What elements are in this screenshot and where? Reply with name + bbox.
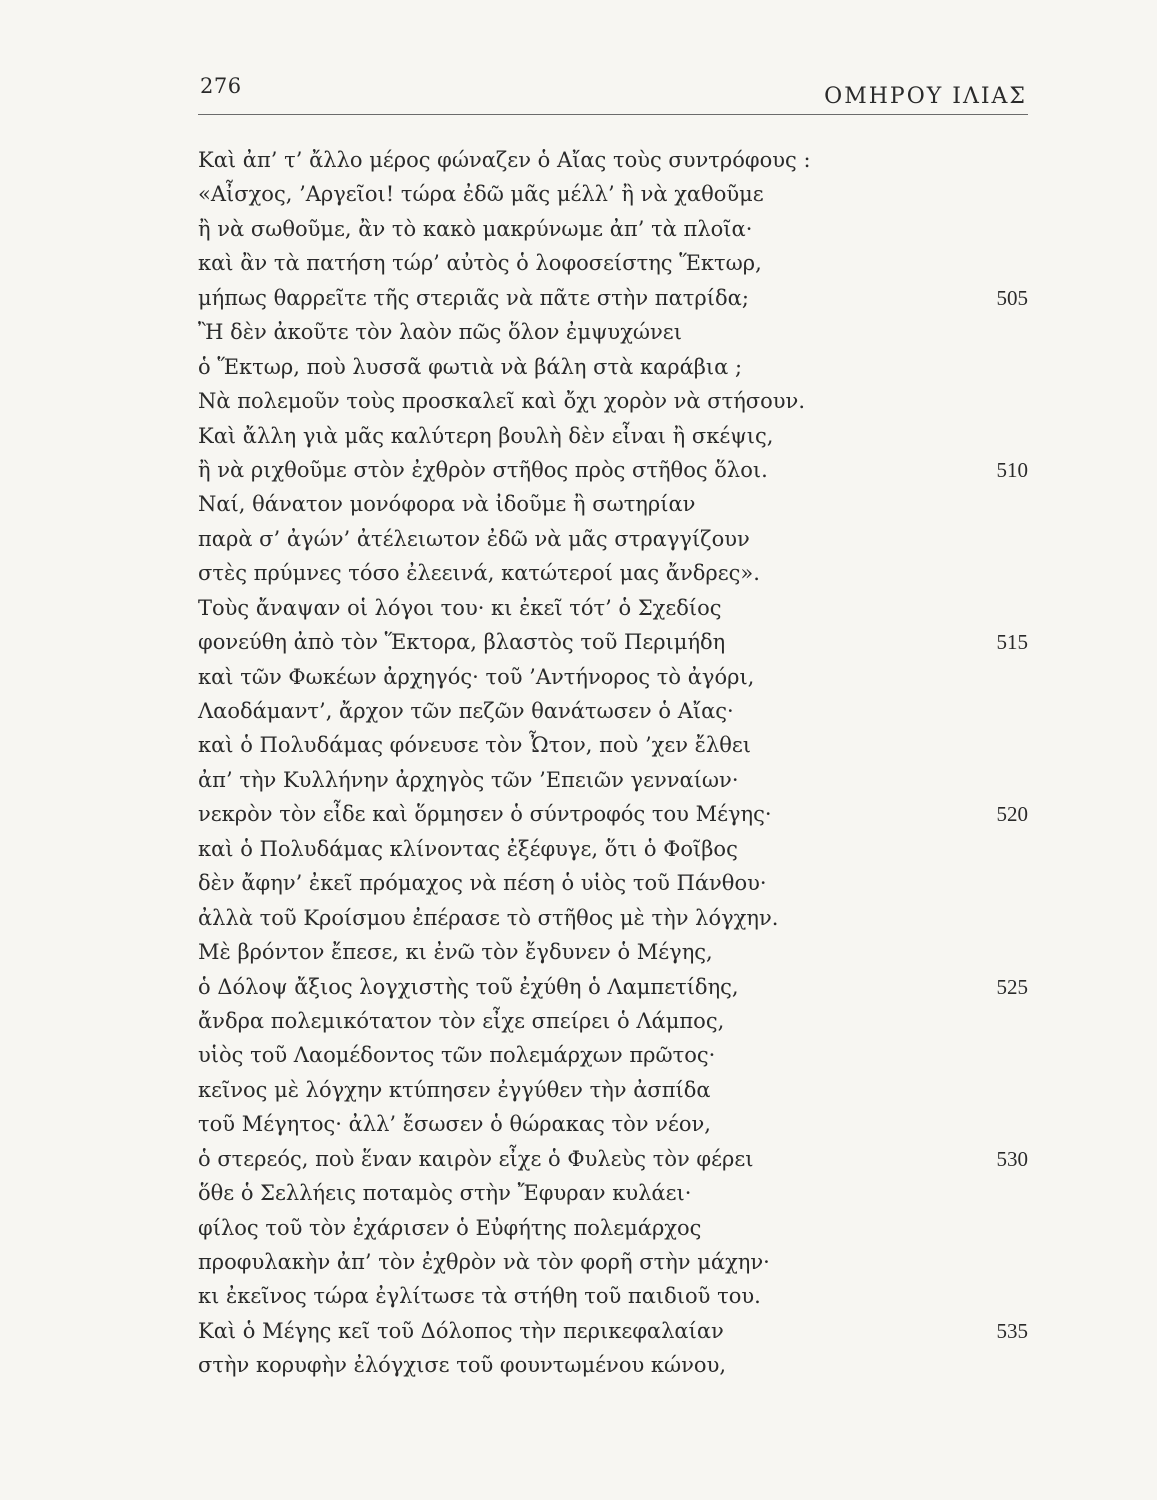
verse-text: Μὲ βρόντον ἔπεσε, κι ἐνῶ τὸν ἔγδυνεν ὁ Μέγης, (198, 940, 713, 965)
line-number: 505 (996, 285, 1028, 310)
verse-text: τοῦ Μέγητος· ἀλλ’ ἔσωσεν ὁ θώρακας τὸν νέον, (198, 1112, 711, 1137)
verse-line (198, 728, 1028, 762)
verse-text: καὶ τῶν Φωκέων ἀρχηγός· τοῦ ’Αντήνορος τὸ ἀγόρι, (198, 664, 755, 689)
verse-text: Ναί, θάνατον μονόφορα νὰ ἰδοῦμε ἢ σωτηρίαν (198, 492, 696, 517)
verse-text: ὁ στερεός, ποὺ ἕναν καιρὸν εἶχε ὁ Φυλεὺς τὸν φέρει (198, 1146, 754, 1171)
verse-line (198, 694, 1028, 728)
verse-text: δὲν ἄφην’ ἐκεῖ πρόμαχος νὰ πέση ὁ υἱὸς τοῦ Πάνθου· (198, 871, 767, 896)
verse-text: Λαοδάμαντ’, ἄρχον τῶν πεζῶν θανάτωσεν ὁ Αἴας· (198, 699, 734, 723)
verse-line (198, 350, 1028, 384)
verse-line (198, 797, 1028, 831)
verse-text: ὁ Δόλοψ ἄξιος λογχιστὴς τοῦ ἐχύθη ὁ Λαμπετίδης, (198, 974, 739, 999)
verse-line (198, 419, 1028, 453)
verse-text: υἱὸς τοῦ Λαομέδοντος τῶν πολεμάρχων πρῶτος· (198, 1043, 716, 1068)
verse-text: καὶ ἂν τὰ πατήση τώρ’ αὐτὸς ὁ λοφοσείστης Ἕκτωρ, (198, 251, 762, 276)
verse-text: καὶ ὁ Πολυδάμας κλίνοντας ἐξέφυγε, ὅτι ὁ Φοῖβος (198, 836, 738, 861)
verse-line (198, 212, 1028, 246)
verse-line (198, 866, 1028, 900)
verse-line (198, 763, 1028, 797)
verse-text: ἄνδρα πολεμικότατον τὸν εἶχε σπείρει ὁ Λάμπος, (198, 1008, 725, 1033)
verse-text: μήπως θαρρεῖτε τῆς στεριᾶς νὰ πᾶτε στὴν πατρίδα; (198, 285, 749, 310)
verse-line (198, 1073, 1028, 1107)
verse-text: Νὰ πολεμοῦν τοὺς προσκαλεῖ καὶ ὄχι χορὸν νὰ στήσουν. (198, 389, 805, 414)
verse-list (198, 143, 1028, 1383)
verse-line (198, 487, 1028, 521)
verse-text: «Αἶσχος, ’Αργεῖοι! τώρα ἐδῶ μᾶς μέλλ’ ἢ νὰ χαθοῦμε (198, 182, 764, 207)
line-number: 510 (996, 457, 1028, 482)
line-number: 515 (996, 630, 1028, 655)
verse-text: νεκρὸν τὸν εἶδε καὶ ὅρμησεν ὁ σύντροφός του Μέγης· (198, 802, 772, 827)
verse-line (198, 556, 1028, 590)
running-title: ΟΜΗΡΟΥ ΙΛΙΑΣ (824, 84, 1027, 109)
verse-text: ὅθε ὁ Σελλήεις ποταμὸς στὴν Ἔφυραν κυλάει· (198, 1181, 692, 1206)
verse-line (198, 177, 1028, 211)
verse-text: ἢ νὰ σωθοῦμε, ἂν τὸ κακὸ μακρύνωμε ἀπ’ τὰ πλοῖα· (198, 216, 753, 241)
verse-text: Καὶ ὁ Μέγης κεῖ τοῦ Δόλοπος τὴν περικεφαλαίαν (198, 1318, 724, 1343)
verse-line (198, 1348, 1028, 1382)
verse-text: Ἢ δὲν ἀκοῦτε τὸν λαὸν πῶς ὅλον ἐμψυχώνει (198, 320, 682, 345)
verse-line (198, 281, 1028, 315)
header-rule (198, 114, 1028, 115)
verse-line (198, 660, 1028, 694)
verse-line (198, 143, 1028, 177)
verse-line (198, 591, 1028, 625)
verse-line (198, 1176, 1028, 1210)
verse-line (198, 246, 1028, 280)
verse-text: Τοὺς ἄναψαν οἱ λόγοι του· κι ἐκεῖ τότ’ ὁ Σχεδίος (198, 595, 722, 620)
verse-line (198, 901, 1028, 935)
verse-text: καὶ ὁ Πολυδάμας φόνευσε τὸν Ὦτον, ποὺ ’χεν ἔλθει (198, 733, 752, 758)
verse-line (198, 935, 1028, 969)
line-number: 530 (996, 1146, 1028, 1171)
verse-line (198, 315, 1028, 349)
page-number: 276 (200, 74, 242, 98)
verse-text: προφυλακὴν ἀπ’ τὸν ἐχθρὸν νὰ τὸν φορῆ στὴν μάχην· (198, 1250, 770, 1274)
verse-line (198, 522, 1028, 556)
verse-line (198, 384, 1028, 418)
verse-text: κι ἐκεῖνος τώρα ἐγλίτωσε τὰ στήθη τοῦ παιδιοῦ του. (198, 1284, 761, 1309)
verse-line (198, 1314, 1028, 1348)
verse-text: ἢ νὰ ριχθοῦμε στὸν ἐχθρὸν στῆθος πρὸς στῆθος ὅλοι. (198, 457, 768, 482)
verse-line (198, 1004, 1028, 1038)
verse-line (198, 1211, 1028, 1245)
verse-line (198, 970, 1028, 1004)
verse-line (198, 453, 1028, 487)
line-number: 520 (996, 802, 1028, 827)
verse-text: κεῖνος μὲ λόγχην κτύπησεν ἐγγύθεν τὴν ἀσπίδα (198, 1077, 711, 1102)
verse-text: ὁ Ἕκτωρ, ποὺ λυσσᾶ φωτιὰ νὰ βάλη στὰ καράβια ; (198, 354, 743, 379)
verse-line (198, 1279, 1028, 1313)
verse-text: ἀπ’ τὴν Κυλλήνην ἀρχηγὸς τῶν ’Επειῶν γενναίων· (198, 767, 739, 792)
verse-line (198, 1245, 1028, 1279)
verse-line (198, 625, 1028, 659)
line-number: 525 (996, 974, 1028, 999)
verse-text: ἀλλὰ τοῦ Κροίσμου ἐπέρασε τὸ στῆθος μὲ τὴν λόγχην. (198, 905, 779, 930)
verse-text: παρὰ σ’ ἀγών’ ἀτέλειωτον ἐδῶ νὰ μᾶς στραγγίζουν (198, 526, 750, 551)
verse-text: φονεύθη ἀπὸ τὸν Ἕκτορα, βλαστὸς τοῦ Περιμήδη (198, 630, 726, 655)
verse-line (198, 1142, 1028, 1176)
verse-line (198, 1107, 1028, 1141)
verse-text: στὲς πρύμνες τόσο ἐλεεινά, κατώτεροί μας ἄνδρες». (198, 561, 760, 586)
verse-text: Καὶ ἄλλη γιὰ μᾶς καλύτερη βουλὴ δὲν εἶναι ἢ σκέψις, (198, 423, 774, 448)
verse-text: φίλος τοῦ τὸν ἐχάρισεν ὁ Εὐφήτης πολεμάρχος (198, 1215, 702, 1240)
line-number: 535 (996, 1318, 1028, 1343)
verse-line (198, 832, 1028, 866)
verse-line (198, 1038, 1028, 1072)
verse-text: στὴν κορυφὴν ἐλόγχισε τοῦ φουντωμένου κώνου, (198, 1353, 727, 1378)
verse-text: Καὶ ἀπ’ τ’ ἄλλο μέρος φώναζεν ὁ Αἴας τοὺς συντρόφους : (198, 148, 811, 172)
